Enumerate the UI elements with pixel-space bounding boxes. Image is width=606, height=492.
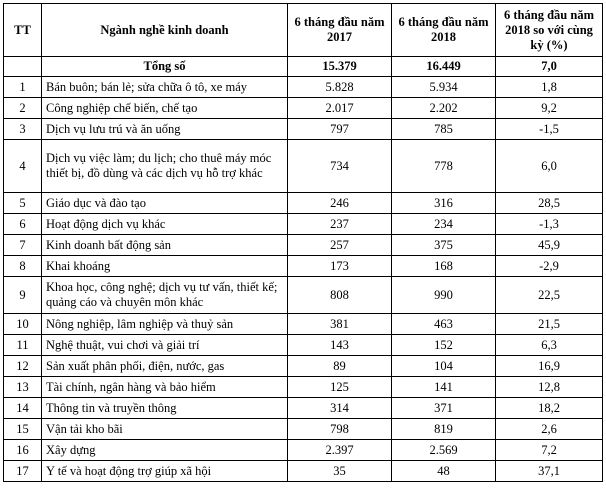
row-tt: 4 — [4, 140, 42, 193]
row-tt: 1 — [4, 77, 42, 98]
row-sector: Nông nghiệp, lâm nghiệp và thuỷ sản — [42, 314, 288, 335]
table-row — [4, 461, 603, 482]
row-tt: 11 — [4, 335, 42, 356]
table-row — [4, 440, 603, 461]
table-row — [4, 140, 603, 193]
total-label: Tổng số — [42, 57, 288, 77]
row-sector: Tài chính, ngân hàng và bảo hiểm — [42, 377, 288, 398]
table-row — [4, 256, 603, 277]
row-tt: 5 — [4, 193, 42, 214]
row-tt: 17 — [4, 461, 42, 482]
table-row — [4, 419, 603, 440]
row-2018: 152 — [392, 335, 496, 356]
row-sector: Kinh doanh bất động sản — [42, 235, 288, 256]
row-sector: Y tế và hoạt động trợ giúp xã hội — [42, 461, 288, 482]
business-sector-table — [3, 3, 603, 482]
row-pct: -1,3 — [496, 214, 603, 235]
table-row — [4, 314, 603, 335]
row-2017: 257 — [288, 235, 392, 256]
total-tt — [4, 57, 42, 77]
row-2018: 141 — [392, 377, 496, 398]
header-row — [4, 4, 603, 57]
row-2017: 237 — [288, 214, 392, 235]
row-tt: 12 — [4, 356, 42, 377]
row-2017: 2.397 — [288, 440, 392, 461]
row-pct: 28,5 — [496, 193, 603, 214]
row-pct: 9,2 — [496, 98, 603, 119]
row-2018: 104 — [392, 356, 496, 377]
row-2018: 234 — [392, 214, 496, 235]
row-sector: Khoa học, công nghệ; dịch vụ tư vấn, thiết kế; quảng cáo và chuyên môn khác — [42, 277, 288, 314]
row-2018: 990 — [392, 277, 496, 314]
row-tt: 10 — [4, 314, 42, 335]
row-2018: 2.202 — [392, 98, 496, 119]
table-row — [4, 335, 603, 356]
row-pct: 7,2 — [496, 440, 603, 461]
table-row — [4, 398, 603, 419]
row-2018: 168 — [392, 256, 496, 277]
row-2017: 125 — [288, 377, 392, 398]
row-tt: 7 — [4, 235, 42, 256]
row-pct: 16,9 — [496, 356, 603, 377]
row-tt: 8 — [4, 256, 42, 277]
row-tt: 14 — [4, 398, 42, 419]
row-2017: 5.828 — [288, 77, 392, 98]
row-2018: 463 — [392, 314, 496, 335]
row-pct: 45,9 — [496, 235, 603, 256]
row-2017: 797 — [288, 119, 392, 140]
total-row — [4, 57, 603, 77]
table-row — [4, 98, 603, 119]
table-row — [4, 277, 603, 314]
row-2018: 785 — [392, 119, 496, 140]
row-2018: 5.934 — [392, 77, 496, 98]
row-2018: 48 — [392, 461, 496, 482]
header-pct: 6 tháng đầu năm 2018 so với cùng kỳ (%) — [496, 4, 603, 57]
row-2018: 2.569 — [392, 440, 496, 461]
total-2018: 16.449 — [392, 57, 496, 77]
row-tt: 3 — [4, 119, 42, 140]
row-2017: 89 — [288, 356, 392, 377]
row-2018: 371 — [392, 398, 496, 419]
row-tt: 15 — [4, 419, 42, 440]
row-sector: Xây dựng — [42, 440, 288, 461]
row-2017: 381 — [288, 314, 392, 335]
row-2017: 173 — [288, 256, 392, 277]
row-pct: 1,8 — [496, 77, 603, 98]
row-sector: Thông tin và truyền thông — [42, 398, 288, 419]
row-sector: Công nghiệp chế biến, chế tạo — [42, 98, 288, 119]
row-2017: 808 — [288, 277, 392, 314]
row-2018: 778 — [392, 140, 496, 193]
row-sector: Vận tải kho bãi — [42, 419, 288, 440]
row-pct: 18,2 — [496, 398, 603, 419]
row-2017: 798 — [288, 419, 392, 440]
row-pct: 21,5 — [496, 314, 603, 335]
row-pct: -1,5 — [496, 119, 603, 140]
row-pct: 37,1 — [496, 461, 603, 482]
table-row — [4, 77, 603, 98]
row-pct: 6,0 — [496, 140, 603, 193]
row-2017: 314 — [288, 398, 392, 419]
header-sector: Ngành nghề kinh doanh — [42, 4, 288, 57]
row-tt: 9 — [4, 277, 42, 314]
row-sector: Dịch vụ việc làm; du lịch; cho thuê máy móc thiết bị, đồ dùng và các dịch vụ hỗ trợ khác — [42, 140, 288, 193]
row-pct: 6,3 — [496, 335, 603, 356]
row-sector: Giáo dục và đào tạo — [42, 193, 288, 214]
table-row — [4, 193, 603, 214]
header-2017: 6 tháng đầu năm 2017 — [288, 4, 392, 57]
table-row — [4, 214, 603, 235]
row-pct: 2,6 — [496, 419, 603, 440]
row-2017: 734 — [288, 140, 392, 193]
table-row — [4, 235, 603, 256]
row-tt: 2 — [4, 98, 42, 119]
row-sector: Hoạt động dịch vụ khác — [42, 214, 288, 235]
row-2017: 2.017 — [288, 98, 392, 119]
row-tt: 13 — [4, 377, 42, 398]
total-pct: 7,0 — [496, 57, 603, 77]
row-tt: 16 — [4, 440, 42, 461]
row-2018: 316 — [392, 193, 496, 214]
row-sector: Sản xuất phân phối, điện, nước, gas — [42, 356, 288, 377]
row-sector: Bán buôn; bán lẻ; sửa chữa ô tô, xe máy — [42, 77, 288, 98]
row-pct: 22,5 — [496, 277, 603, 314]
row-tt: 6 — [4, 214, 42, 235]
row-2017: 35 — [288, 461, 392, 482]
header-2018: 6 tháng đầu năm 2018 — [392, 4, 496, 57]
row-pct: 12,8 — [496, 377, 603, 398]
table-row — [4, 119, 603, 140]
total-2017: 15.379 — [288, 57, 392, 77]
row-sector: Khai khoáng — [42, 256, 288, 277]
row-2017: 143 — [288, 335, 392, 356]
row-pct: -2,9 — [496, 256, 603, 277]
row-sector: Nghệ thuật, vui chơi và giải trí — [42, 335, 288, 356]
row-sector: Dịch vụ lưu trú và ăn uống — [42, 119, 288, 140]
header-tt: TT — [4, 4, 42, 57]
row-2018: 375 — [392, 235, 496, 256]
table-row — [4, 377, 603, 398]
row-2018: 819 — [392, 419, 496, 440]
row-2017: 246 — [288, 193, 392, 214]
table-row — [4, 356, 603, 377]
